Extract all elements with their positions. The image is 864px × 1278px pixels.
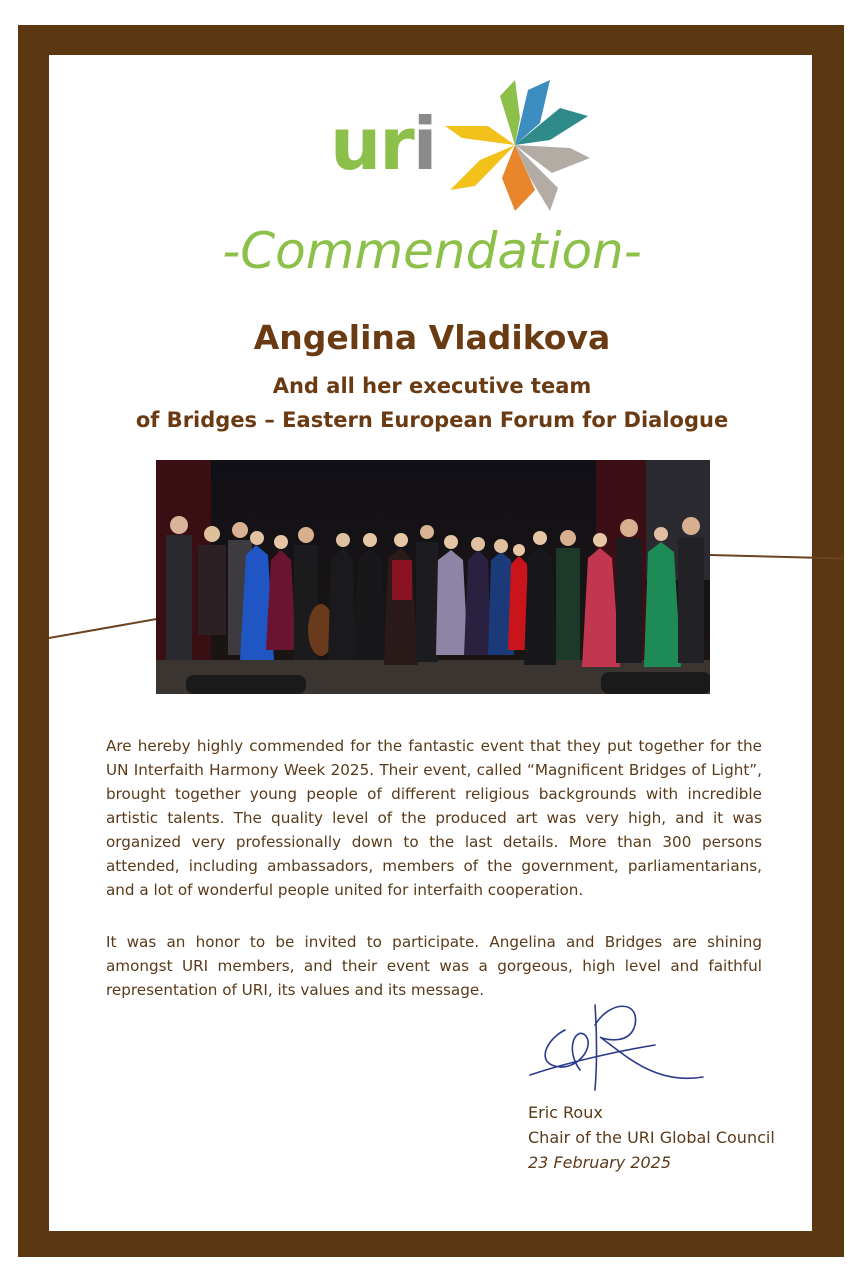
team-line-2: of Bridges – Eastern European Forum for Dialogue bbox=[135, 408, 729, 432]
signer-name: Eric Roux bbox=[528, 1103, 603, 1122]
group-photo bbox=[156, 460, 710, 694]
uri-pinwheel-icon bbox=[440, 78, 590, 213]
uri-logo-wordmark: uri bbox=[330, 102, 436, 186]
document-title: -Commendation- bbox=[222, 222, 642, 280]
signature-date: 23 February 2025 bbox=[528, 1153, 672, 1172]
team-line-1: And all her executive team bbox=[272, 374, 592, 398]
commendation-paragraph-2: It was an honor to be invited to participate. Angelina and Bridges are shining amongst URI members, and their event was a gorgeous, high level and faithful representation of URI, its values and its message. bbox=[106, 933, 762, 999]
recipient-name: Angelina Vladikova bbox=[253, 318, 611, 357]
signer-title: Chair of the URI Global Council bbox=[528, 1128, 775, 1147]
handwritten-signature bbox=[525, 995, 715, 1095]
uri-logo bbox=[330, 78, 590, 218]
commendation-paragraph-1: Are hereby highly commended for the fantastic event that they put together for the UN Interfaith Harmony Week 2025. Their event, called “Magnificent Bridges of Light”, brought together young people of different religious backgrounds with incredible artistic talents. The quality level of the produced art was very high, and it was organized very professionally down to the last details. More than 300 persons attended, including ambassadors, members of the government, parliamentarians, and a lot of wonderful people united for interfaith cooperation. bbox=[106, 737, 762, 899]
